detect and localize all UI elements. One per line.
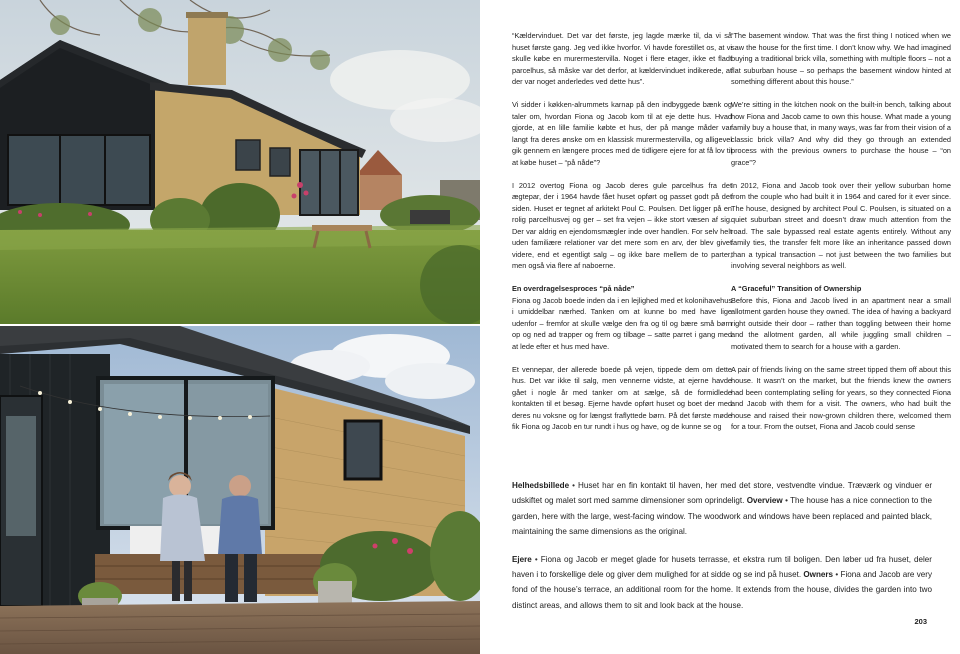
english-paragraph-2: We’re sitting in the kitchen nook on the built-in bench, talking about how Fiona and Jacob came to own this house. What made a young family buy a house that, in many ways, was far from their vision of a classic brick villa? And why did they go through an extended process with the previous owners to purchase the house – “on grace”?	[731, 100, 951, 167]
caption-owners-en-text: Fiona and Jacob are very fond of the house’s terrace, an additional room for the home. It extends from the house, divides the garden into two distinct areas, and allows them to sit and look back at the house.	[512, 570, 932, 610]
caption-bullet: •	[534, 554, 538, 564]
caption-bullet: •	[572, 481, 575, 490]
english-paragraph-1: “The basement window. That was the first thing I noticed when we saw the house for the first time. I don’t know why. We had imagined buying a traditional brick villa, something with multiple floors – not a flat suburban house – so perhaps the basement window hinted at something different about this house.”	[731, 31, 951, 86]
caption-overview-da-label: Helhedsbillede	[512, 481, 570, 490]
caption-bullet: •	[835, 570, 839, 580]
caption-owners-en-label: Owners	[803, 570, 834, 580]
english-paragraph-4: Before this, Fiona and Jacob lived in an apartment near a small allotment garden house they owned. The idea of having a backyard right outside their door – rather than toggling between their home and the allotment garden, all while juggling small children – motivated them to search for a house with a garden.	[731, 295, 951, 351]
danish-subheading: En overdragelsesproces “på nåde”	[512, 284, 635, 293]
article-page	[480, 0, 960, 654]
english-column	[731, 30, 951, 444]
caption-bullet: •	[785, 496, 788, 506]
page-number: 203	[914, 617, 927, 626]
caption-overview	[512, 478, 932, 540]
caption-owners-da-text: Fiona og Jacob er meget glade for husets terrasse, et ekstra rum til boligen. Den løber ud fra huset, deler haven i to forskellige dele og giver dem mulighed for at sidde og se ind på huset.	[512, 554, 933, 580]
photo-captions	[512, 478, 932, 625]
house-garden-photo	[0, 0, 480, 326]
caption-owners-da-label: Ejere	[512, 554, 532, 564]
couple-terrace-photo	[0, 326, 480, 654]
caption-owners	[512, 552, 932, 614]
english-paragraph-5: A pair of friends living on the same street tipped them off about this house. It wasn’t on the market, but the friends knew the owners had been contemplating selling for years, so they connected Fiona and Jacob with them for a visit. The owners, who had built the house and raised their now-grown children there, welcomed them for a tour. From the outset, Fiona and Jacob could sense	[731, 364, 951, 431]
english-subheading: A “Graceful” Transition of Ownership	[731, 284, 862, 293]
danish-paragraph-2: Vi sidder i køkken-alrummets karnap på den indbyggede bænk og taler om, hvordan Fiona og Jacob kom til at eje dette hus. Hvad gjorde, at en lille familie købte et hus, der på mange måder var langt fra deres ønske om en klassisk murermestervilla, og alligevel gik gennem en længere proces med de tidligere ejere for at få lov til at købe huset – “på nåde”?	[512, 100, 732, 167]
danish-paragraph-5: Et vennepar, der allerede boede på vejen, tippede dem om dette hus. Det var ikke til salg, men vennerne vidste, at ejerne havde gået i nogle år med tanker om at sælge, så de formidlede kontakten til et besøg. Ejerne havde opført huset og boet der med deres nu voksne og for længst fraflyttede børn. På det første møde fik Fiona og Jacob en tur rundt i hus og have, og de kunne se og	[512, 364, 732, 431]
english-paragraph-3: In 2012, Fiona and Jacob took over their yellow suburban home from the couple who had built it in 1964 and cared for it ever since. The house, designed by architect Poul C. Poulsen, is situated on a quiet suburban street and doesn’t draw much attention from the road. The sale bypassed real estate agents entirely. Without any family ties, the transfer felt more like an inheritance passed down than a typical transaction – not just between the two families but involving several neighbors as well.	[731, 180, 951, 270]
house-garden-illustration	[0, 0, 480, 326]
caption-overview-en-label: Overview	[746, 496, 783, 506]
danish-column	[512, 30, 732, 444]
caption-overview-da-text: Huset har en fin kontakt til haven, her med det store, vestvendte vindue. Træværk og vinduer er udskiftet og malet sort med samme dimensioner som oprindeligt.	[512, 481, 933, 506]
caption-overview-en-text: The house has a nice connection to the garden, here with the large, west-facing window. The woodwork and windows have been replaced and painted black, maintaining the same dimensions as the original.	[512, 496, 933, 537]
danish-paragraph-4: Fiona og Jacob boede inden da i en lejlighed med et kolonihavehus i umiddelbar nærhed. Tanken om at kunne bo med have lige udenfor – fremfor at skulle vælge den fra og til og bære små børn op og ned ad trapper og frem og tilbage – satte parret i gang med at lede efter et hus med have.	[512, 295, 732, 351]
couple-terrace-illustration	[0, 326, 480, 654]
danish-paragraph-1: “Kældervinduet. Det var det første, jeg lagde mærke til, da vi så huset første gang. Jeg ved ikke hvorfor. Vi havde forestillet os, at vi skulle købe en murermestervilla. Noget i flere etager, ikke et fladt parcelhus, så måske var det derfor, at kældervinduet indikerede, at der var noget anderledes ved dette hus”.	[512, 31, 732, 86]
danish-paragraph-3: I 2012 overtog Fiona og Jacob deres gule parcelhus fra det ægtepar, der i 1964 havde fået huset opført og passet godt på det siden. Huset er tegnet af arkitekt Poul C. Poulsen. Det ligger på en rolig parcelhusvej og ger – set fra vejen – ikke stort væsen af sig. Der var aldrig en ejendomsmægler inde over handlen. For selv helt uden familiære relationer var det mere som en arv, der blev givet videre, end et egentligt salg – og ikke bare mellem de to parter, men også via flere af naboerne.	[512, 180, 732, 270]
